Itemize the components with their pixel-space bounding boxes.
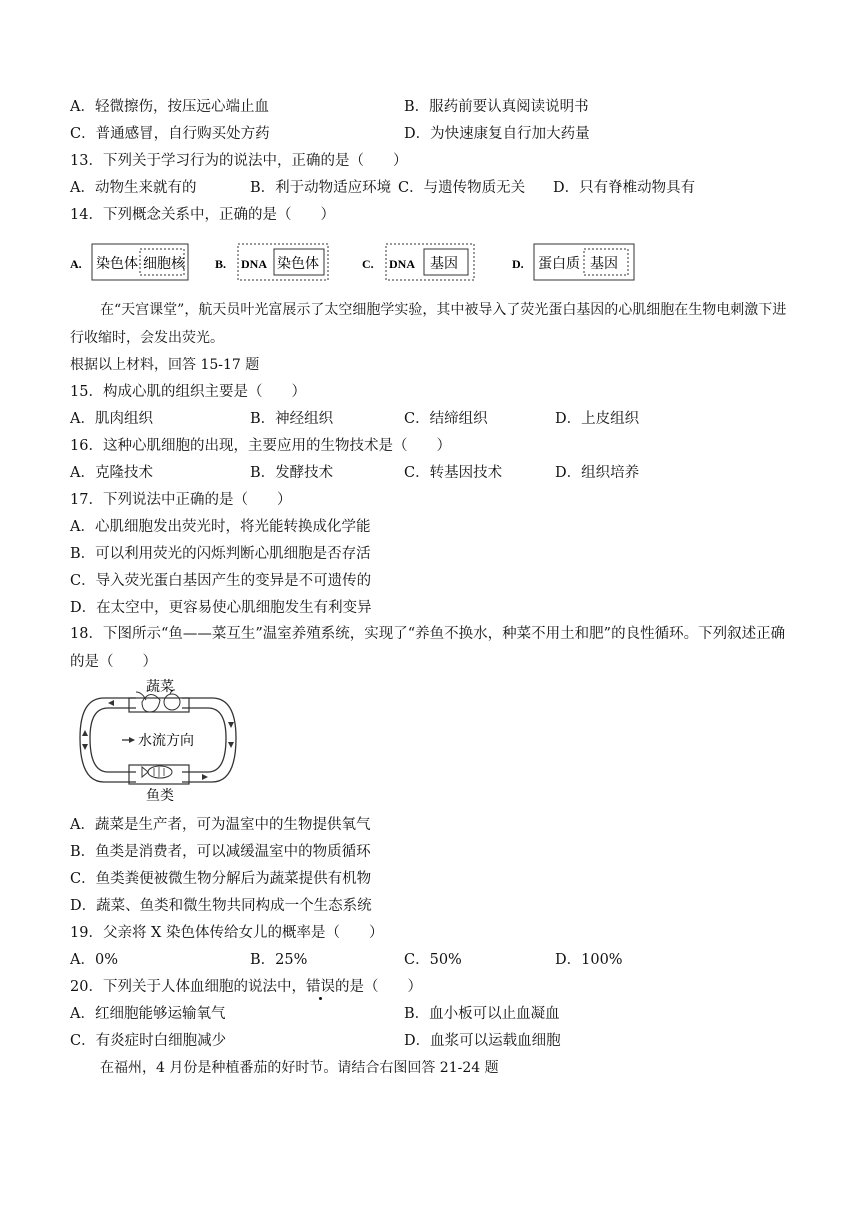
q12-option-c: C．普通感冒，自行购买处方药 bbox=[70, 126, 270, 142]
q14-option-c-outer: DNA bbox=[389, 257, 415, 271]
q16-option-d: D．组织培养 bbox=[555, 465, 640, 481]
q15-option-b: B．神经组织 bbox=[250, 411, 334, 427]
q20-option-a: A．红细胞能够运输氧气 bbox=[70, 1006, 226, 1022]
q14-option-a-inner: 细胞核 bbox=[143, 257, 185, 272]
q14-option-c-letter: C. bbox=[362, 257, 374, 271]
q16-option-b: B．发酵技术 bbox=[250, 465, 334, 481]
q18-stem: 18．下图所示“鱼——菜互生”温室养殖系统，实现了“养鱼不换水，种菜不用土和肥”的良性循环。下列叙述正确的是（ ） bbox=[70, 626, 786, 670]
vegetable-label: 蔬菜 bbox=[146, 680, 174, 695]
q15-option-c: C．结缔组织 bbox=[404, 411, 488, 427]
q20-option-d: D．血浆可以运载血细胞 bbox=[404, 1033, 561, 1049]
q19-option-b: B．25% bbox=[250, 952, 308, 968]
q17-option-b: B．可以利用荧光的闪烁判断心肌细胞是否存活 bbox=[70, 546, 371, 562]
arrow-left-mid bbox=[82, 730, 88, 736]
q17-stem: 17．下列说法中正确的是（ ） bbox=[70, 492, 292, 508]
q13-option-d: D．只有脊椎动物具有 bbox=[553, 180, 696, 196]
q14-option-a-outer: 染色体 bbox=[96, 257, 138, 272]
q17-option-d: D．在太空中，更容易使心肌细胞发生有利变异 bbox=[70, 600, 372, 616]
q14-option-b-inner: 染色体 bbox=[277, 257, 319, 272]
q18-option-b: B．鱼类是消费者，可以减缓温室中的物质循环 bbox=[70, 844, 371, 860]
q20-option-c: C．有炎症时白细胞减少 bbox=[70, 1033, 227, 1049]
q19-option-a: A．0% bbox=[70, 952, 118, 968]
q18-option-d: D．蔬菜、鱼类和微生物共同构成一个生态系统 bbox=[70, 898, 372, 914]
q12-option-a: A．轻微擦伤，按压远心端止血 bbox=[70, 99, 269, 115]
q20-option-b: B．血小板可以止血凝血 bbox=[404, 1006, 560, 1022]
arrow-right-top bbox=[228, 722, 234, 728]
q13-stem: 13．下列关于学习行为的说法中，正确的是（ ） bbox=[70, 153, 408, 169]
q14-option-d-inner: 基因 bbox=[590, 257, 618, 272]
q12-option-b: B．服药前要认真阅读说明书 bbox=[404, 99, 589, 115]
q17-option-a: A．心肌细胞发出荧光时，将光能转换成化学能 bbox=[70, 519, 371, 535]
q16-option-c: C．转基因技术 bbox=[404, 465, 503, 481]
arrow-left-low bbox=[82, 744, 88, 750]
q15-option-d: D．上皮组织 bbox=[555, 411, 640, 427]
q14-option-b-letter: B. bbox=[215, 257, 227, 271]
q20-stem bbox=[70, 977, 422, 997]
q20-stem-pre: 20．下列关于人体血细胞的说法中， bbox=[70, 979, 306, 995]
q14-option-b-outer: DNA bbox=[241, 257, 267, 271]
q14-option-a-letter: A. bbox=[70, 257, 82, 271]
q16-option-a: A．克隆技术 bbox=[70, 465, 153, 481]
q18-option-a: A．蔬菜是生产者，可为温室中的生物提供氧气 bbox=[70, 817, 371, 833]
material-15-17-note: 根据以上材料，回答 15-17 题 bbox=[70, 357, 260, 373]
q13-option-b: B．利于动物适应环境 bbox=[250, 180, 392, 196]
q20-stem-post: 的是（ ） bbox=[334, 979, 422, 995]
q14-option-c-diagram bbox=[362, 244, 474, 280]
q14-option-b-diagram bbox=[215, 244, 328, 280]
q16-stem: 16．这种心肌细胞的出现，主要应用的生物技术是（ ） bbox=[70, 438, 451, 454]
fish-icon bbox=[142, 766, 172, 778]
q15-stem: 15．构成心肌的组织主要是（ ） bbox=[70, 384, 306, 400]
q14-option-c-inner: 基因 bbox=[430, 257, 458, 272]
arrow-right-bottom bbox=[202, 774, 208, 780]
flow-arrow-head bbox=[129, 737, 135, 743]
q19-option-c: C．50% bbox=[404, 952, 462, 968]
fish-label: 鱼类 bbox=[146, 789, 174, 804]
material-21-24-text: 在福州，4 月份是种植番茄的好时节。请结合右图回答 21-24 题 bbox=[100, 1060, 499, 1076]
q19-stem: 19．父亲将 X 染色体传给女儿的概率是（ ） bbox=[70, 925, 384, 941]
flow-direction-label: 水流方向 bbox=[138, 734, 194, 749]
q14-option-d-diagram bbox=[512, 244, 634, 280]
q18-option-c: C．鱼类粪便被微生物分解后为蔬菜提供有机物 bbox=[70, 871, 372, 887]
arrow-left-top bbox=[108, 700, 114, 706]
q13-option-c: C．与遗传物质无关 bbox=[398, 180, 526, 196]
q14-option-a-diagram bbox=[70, 244, 188, 280]
q14-stem: 14．下列概念关系中，正确的是（ ） bbox=[70, 207, 335, 223]
q20-stem-emphasis: 错误 bbox=[305, 979, 335, 995]
q19-option-d: D．100% bbox=[555, 952, 623, 968]
q14-option-d-outer: 蛋白质 bbox=[538, 257, 580, 272]
q13-option-a: A．动物生来就有的 bbox=[70, 180, 197, 196]
q14-concept-diagrams bbox=[68, 240, 648, 284]
q14-option-d-letter: D. bbox=[512, 257, 524, 271]
q18-fish-vegetable-diagram bbox=[74, 676, 244, 806]
q15-option-a: A．肌肉组织 bbox=[70, 411, 153, 427]
q17-option-c: C．导入荧光蛋白基因产生的变异是不可遗传的 bbox=[70, 573, 372, 589]
q12-option-d: D．为快速康复自行加大药量 bbox=[404, 126, 590, 142]
material-15-17-text: 在“天宫课堂”，航天员叶光富展示了太空细胞学实验，其中被导入了荧光蛋白基因的心肌细胞在生物电刺激下进行收缩时，会发出荧光。 bbox=[70, 302, 787, 346]
arrow-right-low bbox=[228, 742, 234, 748]
